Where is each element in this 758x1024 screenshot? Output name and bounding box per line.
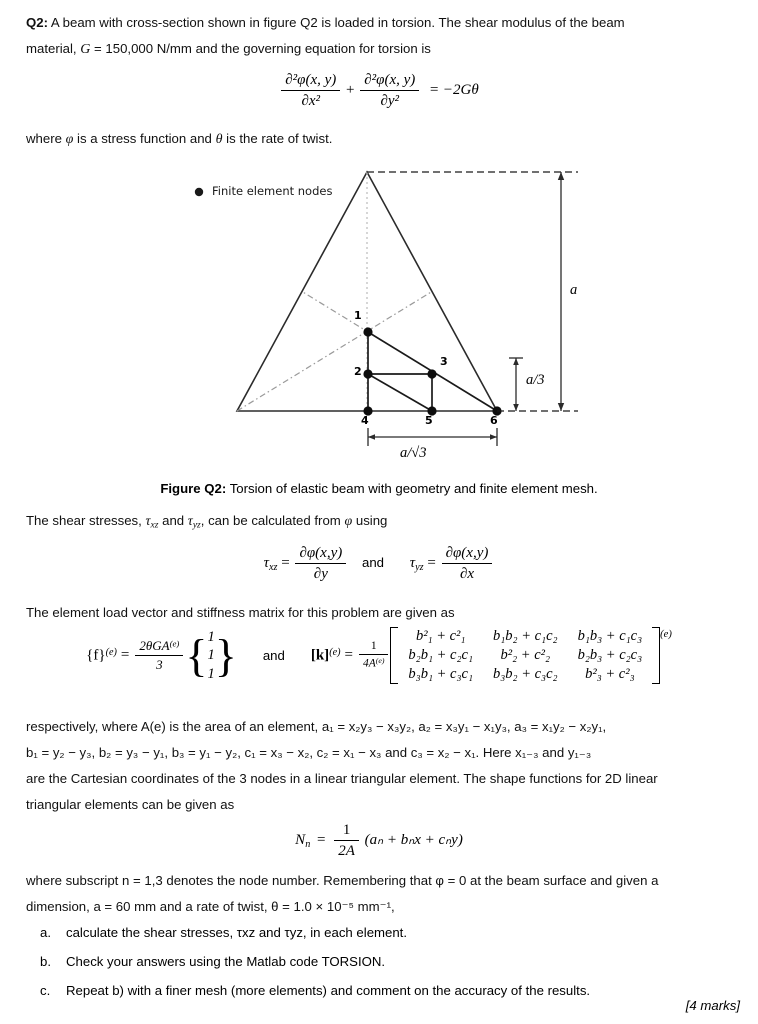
tau-xz-derivative <box>295 545 346 583</box>
node-label-3: 3 <box>440 355 448 368</box>
task-text-a: calculate the shear stresses, τxz and τyz, in each element. <box>66 925 408 940</box>
load-vector-entry-1: 1 <box>207 629 215 646</box>
load-vector-entry-2: 1 <box>207 647 215 664</box>
matrix-cell-11: b²₁ + c²₁ <box>415 628 466 644</box>
task-marker-c: c. <box>40 983 51 998</box>
governing-eq-plus: + <box>346 82 355 99</box>
load-vector-coefficient <box>135 639 183 672</box>
stress-function-note <box>26 126 732 153</box>
legend-text: Finite element nodes <box>212 184 333 198</box>
dim-arrow-a3-bottom <box>513 404 519 411</box>
coeff-line-3: are the Cartesian coordinates of the 3 nodes in a linear triangular element. The shape functions for 2D linear <box>26 771 658 786</box>
stiffness-matrix-symbol: $[k]^{(e)}$ <box>310 646 341 664</box>
mesh-edge-2-5 <box>368 374 432 411</box>
tau-yz-derivative <box>442 545 493 583</box>
tau-yz-inline: $\tau_{yz}$ <box>187 514 201 531</box>
matrix-cell-23: b₂b₃ + c₂c₃ <box>577 647 643 663</box>
governing-eq-num2: ∂²φ(x, y) <box>360 72 419 91</box>
shear-intro-pre: The shear stresses, <box>26 513 142 528</box>
matrix-superscript-e: (e) <box>660 629 672 640</box>
load-vector-equals: = <box>120 647 130 663</box>
median-from-left-vertex <box>237 292 432 412</box>
shape-function-equals: = <box>317 832 326 849</box>
shear-intro-post: , can be calculated from <box>200 513 341 528</box>
task-item-a <box>40 925 740 940</box>
load-vector-entry-3: 1 <box>207 665 215 682</box>
shear-stress-equations <box>0 545 758 583</box>
figure-q2 <box>0 160 758 470</box>
torsion-beam-mesh-diagram <box>0 160 758 470</box>
matrix-row <box>398 646 652 665</box>
shape-function-equation <box>0 822 758 860</box>
dim-arrow-right <box>490 434 497 440</box>
figure-caption-text: Torsion of elastic beam with geometry and finite element mesh. <box>226 481 598 496</box>
node-label-5: 5 <box>425 414 433 427</box>
task-list <box>40 925 740 1012</box>
task-item-b <box>40 954 740 969</box>
governing-eq-num1: ∂²φ(x, y) <box>281 72 340 91</box>
load-vector-brace-left: { <box>185 629 208 681</box>
node-label-4: 4 <box>361 414 369 427</box>
load-vector-den: 3 <box>156 656 163 672</box>
shape-function-body: (aₙ + bₙx + cₙy) <box>364 832 463 849</box>
shear-and-word: and <box>162 513 185 528</box>
second-derivative-y-term <box>360 72 419 110</box>
matrix-intro-paragraph: The element load vector and stiffness matrix for this problem are given as <box>26 605 455 620</box>
stiffness-coeff-num: 1 <box>359 640 388 655</box>
tau-xz-equals: = <box>281 555 290 572</box>
matrix-cell-32: b₃b₂ + c₃c₂ <box>493 666 558 682</box>
mesh-node-3 <box>427 369 436 378</box>
dim-arrow-a-top <box>558 172 564 180</box>
coeff-line-1: respectively, where A(e) is the area of an element, a₁ = x₂y₃ − x₃y₂, a₂ = x₃y₁ − x₁y₃, a₃ = x₁y₂ − x₂y₁, <box>26 719 607 734</box>
stiffness-matrix-table <box>398 627 652 684</box>
matrix-cell-22: b²₂ + c²₂ <box>500 647 551 663</box>
equations-and-word: and <box>361 555 384 571</box>
node-label-6: 6 <box>490 414 498 427</box>
phi-symbol-inline: φ <box>344 514 353 529</box>
task-text-b: Check your answers using the Matlab code TORSION. <box>66 954 386 969</box>
coefficient-definitions <box>26 714 732 818</box>
governing-eq-den1: ∂x² <box>301 92 321 109</box>
stress-function-post: is the rate of twist. <box>226 131 333 146</box>
matrix-bracket-left <box>390 627 398 684</box>
matrix-cell-33: b²₃ + c²₃ <box>585 666 635 682</box>
matrix-row <box>398 665 652 684</box>
load-vector-entries <box>207 628 214 682</box>
tau-xz-den: ∂y <box>313 565 328 582</box>
coeff-line-2: b₁ = y₂ − y₃, b₂ = y₃ − y₁, b₃ = y₁ − y₂, c₁ = x₃ − x₂, c₂ = x₁ − x₃ and c₃ = x₂ − x₁. Here x₁₋₃ and y₁₋₃ <box>26 745 592 760</box>
dimension-label-a: a <box>570 282 578 298</box>
question-intro-line2-post: = 150,000 N/mm and the governing equation for torsion is <box>94 41 431 56</box>
governing-equation <box>0 72 758 110</box>
task-item-c <box>40 983 740 998</box>
mesh-node-1 <box>363 327 372 336</box>
theta-symbol: θ <box>215 132 223 147</box>
matrix-row <box>398 627 652 646</box>
tau-yz-symbol: $\tau_{yz}$ <box>409 555 424 574</box>
dim-arrow-left <box>368 434 375 440</box>
question-intro-line2-pre: material, <box>26 41 77 56</box>
task-marker-b: b. <box>40 954 51 969</box>
element-matrices-equation <box>0 627 758 684</box>
stiffness-coeff-den: $4A^{(e)}$ <box>362 656 385 670</box>
matrix-cell-13: b₁b₃ + c₁c₃ <box>577 628 643 644</box>
task-marker-a: a. <box>40 925 51 940</box>
shape-function-symbol: $N_n$ <box>295 832 311 851</box>
tau-xz-symbol: $\tau_{xz}$ <box>263 555 278 574</box>
node-label-1: 1 <box>354 309 362 322</box>
closing-paragraph <box>26 868 732 920</box>
tau-yz-den: ∂x <box>459 565 475 582</box>
matrix-cell-21: b₂b₁ + c₂c₁ <box>408 647 473 663</box>
matrix-cell-12: b₁b₂ + c₁c₂ <box>493 628 558 644</box>
figure-caption-label: Figure Q2: <box>160 481 227 496</box>
shape-function-den: 2A <box>338 842 355 859</box>
load-vector-num: 2θGA$^{(e)}$ <box>135 639 183 656</box>
coeff-line-4: triangular elements can be given as <box>26 797 235 812</box>
matrix-bracket-right <box>652 627 660 684</box>
tau-xz-num: ∂φ(x,y) <box>295 545 346 564</box>
closing-line-1: where subscript n = 1,3 denotes the node number. Remembering that φ = 0 at the beam surface and given a <box>26 873 659 888</box>
dimension-label-a-over-sqrt3: a/√3 <box>400 445 427 461</box>
marks-allocation: [4 marks] <box>685 998 740 1013</box>
dimension-label-a-over-3: a/3 <box>526 372 545 388</box>
shape-function-num: 1 <box>334 822 359 841</box>
shear-using-word: using <box>355 513 388 528</box>
second-derivative-x-term <box>281 72 340 110</box>
question-intro-paragraph <box>26 10 732 63</box>
stiffness-matrix-equals: = <box>344 647 353 663</box>
shape-function-fraction <box>334 822 359 860</box>
question-intro-line1: A beam with cross-section shown in figure Q2 is loaded in torsion. The shear modulus of the beam <box>50 15 625 30</box>
shear-stress-intro <box>26 508 732 539</box>
matrices-and-word: and <box>262 648 285 663</box>
governing-eq-rhs: = −2Gθ <box>429 82 479 99</box>
matrix-cell-31: b₃b₁ + c₃c₁ <box>408 666 473 682</box>
load-vector-brace-right: } <box>214 629 237 681</box>
node-label-2: 2 <box>354 365 362 378</box>
legend-node-dot-icon <box>195 188 203 196</box>
dim-arrow-a-bottom <box>558 403 564 411</box>
mesh-node-2 <box>363 369 372 378</box>
figure-caption <box>0 481 758 496</box>
stress-function-mid: is a stress function and <box>77 131 212 146</box>
dim-arrow-a3-top <box>513 358 519 365</box>
tau-yz-equals: = <box>427 555 436 572</box>
governing-eq-den2: ∂y² <box>380 92 400 109</box>
stiffness-matrix-coefficient <box>359 640 388 670</box>
tau-xz-inline: $\tau_{xz}$ <box>145 514 159 531</box>
tau-yz-num: ∂φ(x,y) <box>442 545 493 564</box>
question-label: Q2: <box>26 15 48 30</box>
where-word: where <box>26 131 62 146</box>
shear-modulus-symbol: G <box>80 42 91 57</box>
phi-symbol: φ <box>65 132 74 147</box>
task-text-c: Repeat b) with a finer mesh (more elements) and comment on the accuracy of the results. <box>66 983 591 998</box>
load-vector-symbol: $\{f\}^{(e)}$ <box>86 646 117 664</box>
closing-line-2: dimension, a = 60 mm and a rate of twist, θ = 1.0 × 10⁻⁵ mm⁻¹, <box>26 899 395 914</box>
